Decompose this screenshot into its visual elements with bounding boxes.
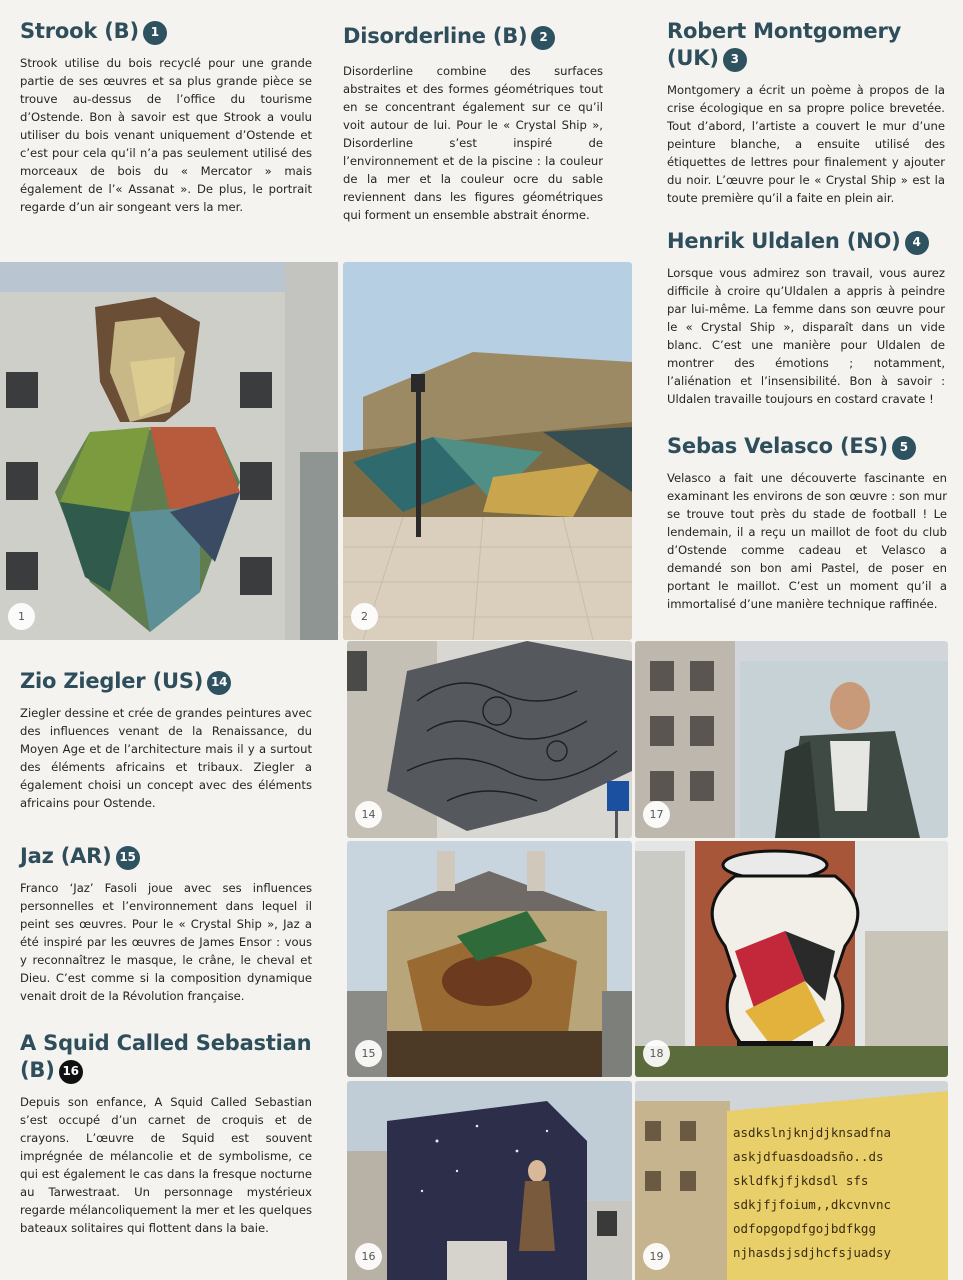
photo-ziegler-mural xyxy=(347,641,632,838)
section-body: Ziegler dessine et crée de grandes peintures avec des influences venant de la Renaissance, du Moyen Age et de l’architecture mais il y a surtout des éléments africains et tribaux. Ziegler a également choisi un concept avec des éléments africains pour Ostende. xyxy=(20,706,312,810)
section-body: Velasco a fait une découverte fascinante en examinant les environs de son œuvre : son mur se trouve tout près du stade de football ! Le lendemain, il a reçu un maillot de foot du club d’Ostende comme cadeau et Velasco a demandé son bon ami Pastel, de poser en portant le maillot. C’est un moment qu’il a immortalisé d’une manière technique raffinée. xyxy=(667,471,947,611)
section-ziegler xyxy=(20,668,312,812)
photo-jaz-mural xyxy=(347,841,632,1077)
photo-squid-mural xyxy=(347,1081,632,1280)
section-title: A Squid Called Sebastian (B) 16 xyxy=(20,1031,312,1082)
photo-velasco-mural xyxy=(635,641,948,838)
photo-number: 18 xyxy=(643,1040,670,1067)
photo-strook-mural xyxy=(0,262,338,640)
number-badge: 1 xyxy=(143,21,167,45)
section-body: Franco ‘Jaz’ Fasoli joue avec ses influences personnelles et l’environnement dans lequel il peint ses œuvres. Pour le « Crystal Ship », Jaz a été inspiré par les œuvres de James Ensor : vous y reconnaîtrez le masque, le crâne, le cheval et Dieu. C’est comme si la composition dynamique venait droit de la Révolution française. xyxy=(20,881,312,1003)
poem-line: skldfkjfjkdsdl sfs xyxy=(733,1173,869,1188)
photo-number: 15 xyxy=(355,1040,382,1067)
poem-line: odfopgopdfgojbdfkgg xyxy=(733,1221,876,1236)
section-title: Disorderline (B) 2 xyxy=(343,23,603,50)
section-body: Lorsque vous admirez son travail, vous aurez difficile à croire qu’Uldalen a appris à peindre par lui-même. La femme dans son œuvre pour le « Crystal Ship », disparaît dans un vide blanc. C’est une manière pour Uldalen de montrer des émotions ; notamment, l’aliénation et l’insensibilité. Bon à savoir : Uldalen travaille toujours en costard cravate ! xyxy=(667,266,945,406)
section-strook xyxy=(20,18,312,216)
section-jaz xyxy=(20,843,312,1005)
poem-line: askjdfuasdoadsño..ds xyxy=(733,1149,884,1164)
section-title: Zio Ziegler (US) 14 xyxy=(20,668,312,695)
number-badge: 14 xyxy=(207,671,231,695)
section-montgomery xyxy=(667,18,945,207)
photo-number: 17 xyxy=(643,801,670,828)
photo-number: 16 xyxy=(355,1243,382,1270)
photo-number: 1 xyxy=(8,603,35,630)
section-title: Strook (B) 1 xyxy=(20,18,312,45)
section-title: Sebas Velasco (ES) 5 xyxy=(667,433,947,460)
poem-line: sdkjfjfoium,,dkcvnvnc xyxy=(733,1197,892,1212)
section-squid xyxy=(20,1030,312,1237)
number-badge: 15 xyxy=(116,846,140,870)
poem-line: asdkslnjknjdjknsadfna xyxy=(733,1125,892,1140)
section-body: Disorderline combine des surfaces abstraites et des formes géométriques tout en se concentrant également sur ce qu’il voit autour de lui. Pour le « Crystal Ship », Disorderline s’est inspiré de l’environnement et de la piscine : la couleur de la mer et la couleur ocre du sable reviennent dans les figures géométriques qui forment un ensemble abstrait énorme. xyxy=(343,64,603,222)
photo-number: 19 xyxy=(643,1243,670,1270)
photo-number: 14 xyxy=(355,801,382,828)
section-body: Montgomery a écrit un poème à propos de la crise écologique en sa propre police brevetée. Tout d’abord, l’artiste a couvert le mur d’une peinture blanche, a ensuite utilisé des étiquettes de lettres pour finalement y ajouter du noir. L’œuvre pour le « Crystal Ship » est la toute première qu’il a faite en plein air. xyxy=(667,83,945,205)
number-badge: 2 xyxy=(531,26,555,50)
photo-montgomery-poem xyxy=(635,1081,948,1280)
number-badge: 5 xyxy=(892,436,916,460)
number-badge: 16 xyxy=(59,1060,83,1084)
section-title: Robert Montgomery (UK) 3 xyxy=(667,19,902,70)
section-velasco xyxy=(667,433,947,613)
poem-line: njhasdsjsdjhcfsjuadsy xyxy=(733,1245,892,1260)
section-uldalen xyxy=(667,228,945,408)
number-badge: 4 xyxy=(905,231,929,255)
photo-disorderline-mural xyxy=(343,262,632,640)
number-badge: 3 xyxy=(723,48,747,72)
section-title: Henrik Uldalen (NO) 4 xyxy=(667,228,945,255)
section-body: Depuis son enfance, A Squid Called Sebastian s’est occupé d’un carnet de croquis et de crayons. L’œuvre de Squid est souvent imprégnée de mélancolie et de symbolisme, ce qui est également le cas dans la fresque nocturne au Tarwestraat. Un personnage mystérieux regarde mélancoliquement la mer et les quelques bateaux solitaires qui flottent dans la baie. xyxy=(20,1095,312,1235)
section-body: Strook utilise du bois recyclé pour une grande partie de ses œuvres et sa plus grande pièce se trouve au-dessus de l’office du tourisme d’Ostende. Bon à savoir est que Strook a voulu utiliser du bois venant uniquement d’Ostende et c’est pour cela qu’il n’a pas seulement utilisé des morceaux de bois du « Mercator » mais également de l’« Assanat ». De plus, le portrait regarde d’un air songeant vers la mer. xyxy=(20,56,312,214)
photo-vase-mural xyxy=(635,841,948,1077)
photo-number: 2 xyxy=(351,603,378,630)
section-title: Jaz (AR) 15 xyxy=(20,843,312,870)
section-disorderline xyxy=(343,23,603,224)
